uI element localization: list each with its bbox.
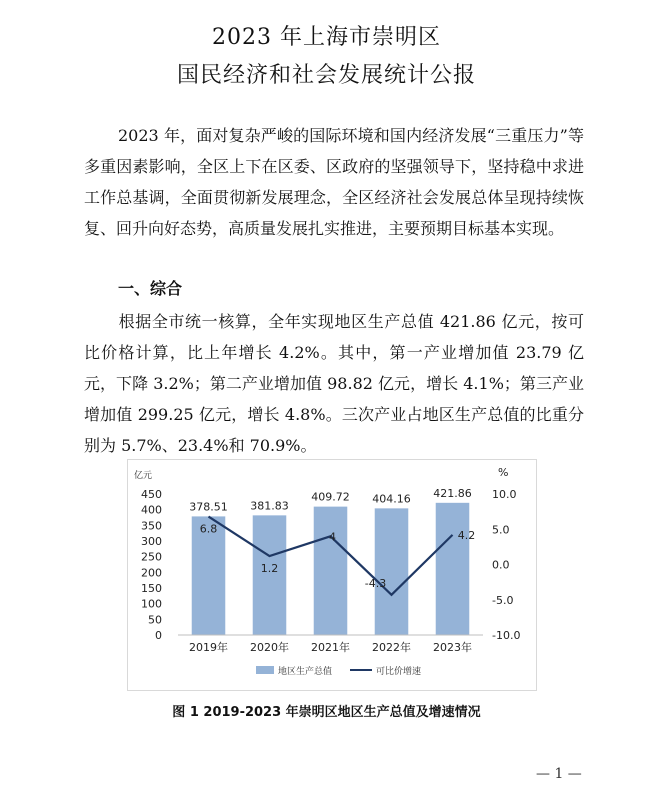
legend-swatch-bar: [256, 666, 274, 674]
legend-label-line: 可比价增速: [376, 667, 422, 677]
line-value-label: 4.2: [457, 528, 476, 542]
y-left-tick-label: 450: [141, 488, 162, 501]
section-paragraph: [84, 306, 584, 461]
report-title-line-1: 2023 年上海市崇明区: [212, 25, 441, 50]
y-left-tick-label: 50: [148, 613, 162, 627]
y-left-tick-label: 100: [141, 597, 162, 611]
y-left-unit: 亿元: [134, 471, 153, 481]
page-number: — 1 —: [536, 766, 582, 782]
bar-gdp: [314, 507, 348, 635]
y-left-tick-label: 300: [141, 535, 162, 548]
gdp-chart-svg: [128, 460, 536, 690]
legend-label-bar: 地区生产总值: [278, 667, 333, 677]
bar-value-label: 404.16: [372, 492, 411, 506]
section-text: 根据全市统一核算，全年实现地区生产总值 421.86 亿元，按可比价格计算，比上年增长 4.2%。其中，第一产业增加值 23.79 亿元，下降 3.2%；第二产业增加值 98.82 亿元，增长 4.1%；第三产业增加值 299.25 亿元，增长 4.8%。三次产业占地区生产总值的比重分别为 5.7%、23.4%和 70.9%。: [84, 312, 584, 455]
line-value-label: 6.8: [199, 522, 218, 536]
report-title-line-2: 国民经济和社会发展统计公报: [176, 63, 476, 88]
bar-gdp: [436, 503, 470, 635]
y-left-tick-label: 150: [141, 582, 162, 595]
line-value-label: 1.2: [260, 562, 279, 576]
y-left-tick-label: 0: [155, 629, 162, 642]
bar-gdp: [375, 508, 409, 635]
intro-paragraph: [84, 120, 584, 244]
y-right-tick-label: 0.0: [492, 558, 510, 572]
bar-value-label: 381.83: [250, 499, 289, 513]
y-left-tick-label: 200: [141, 566, 162, 580]
y-left-tick-label: 400: [141, 503, 162, 517]
intro-text: 2023 年，面对复杂严峻的国际环境和国内经济发展“三重压力”等多重因素影响，全区上下在区委、区政府的坚强领导下，坚持稳中求进工作总基调，全面贯彻新发展理念，全区经济社会发展总体呈现持续恢复、回升向好态势，高质量发展扎实推进，主要预期目标基本实现。: [84, 126, 584, 238]
line-value-label: 4: [329, 530, 336, 544]
x-tick-label: 2021年: [311, 641, 350, 654]
x-tick-label: 2020年: [250, 641, 289, 654]
x-tick-label: 2023年: [433, 641, 472, 654]
gdp-chart: [127, 459, 537, 691]
bar-value-label: 409.72: [311, 490, 350, 504]
y-right-tick-label: 5.0: [492, 523, 510, 537]
y-right-tick-label: 10.0: [492, 488, 517, 501]
y-right-tick-label: -5.0: [492, 593, 514, 607]
y-left-tick-label: 350: [141, 519, 162, 533]
bar-value-label: 421.86: [433, 486, 472, 500]
x-tick-label: 2022年: [372, 641, 411, 654]
section-heading: 一、综合: [118, 279, 183, 298]
figure-caption: 图 1 2019-2023 年崇明区地区生产总值及增速情况: [172, 705, 481, 720]
x-tick-label: 2019年: [189, 641, 228, 654]
bar-gdp: [253, 515, 287, 635]
y-left-tick-label: 250: [141, 550, 162, 564]
y-right-tick-label: -10.0: [492, 629, 521, 642]
bar-value-label: 378.51: [189, 500, 228, 514]
line-value-label: -4.3: [364, 576, 387, 590]
y-right-unit: %: [498, 466, 509, 479]
